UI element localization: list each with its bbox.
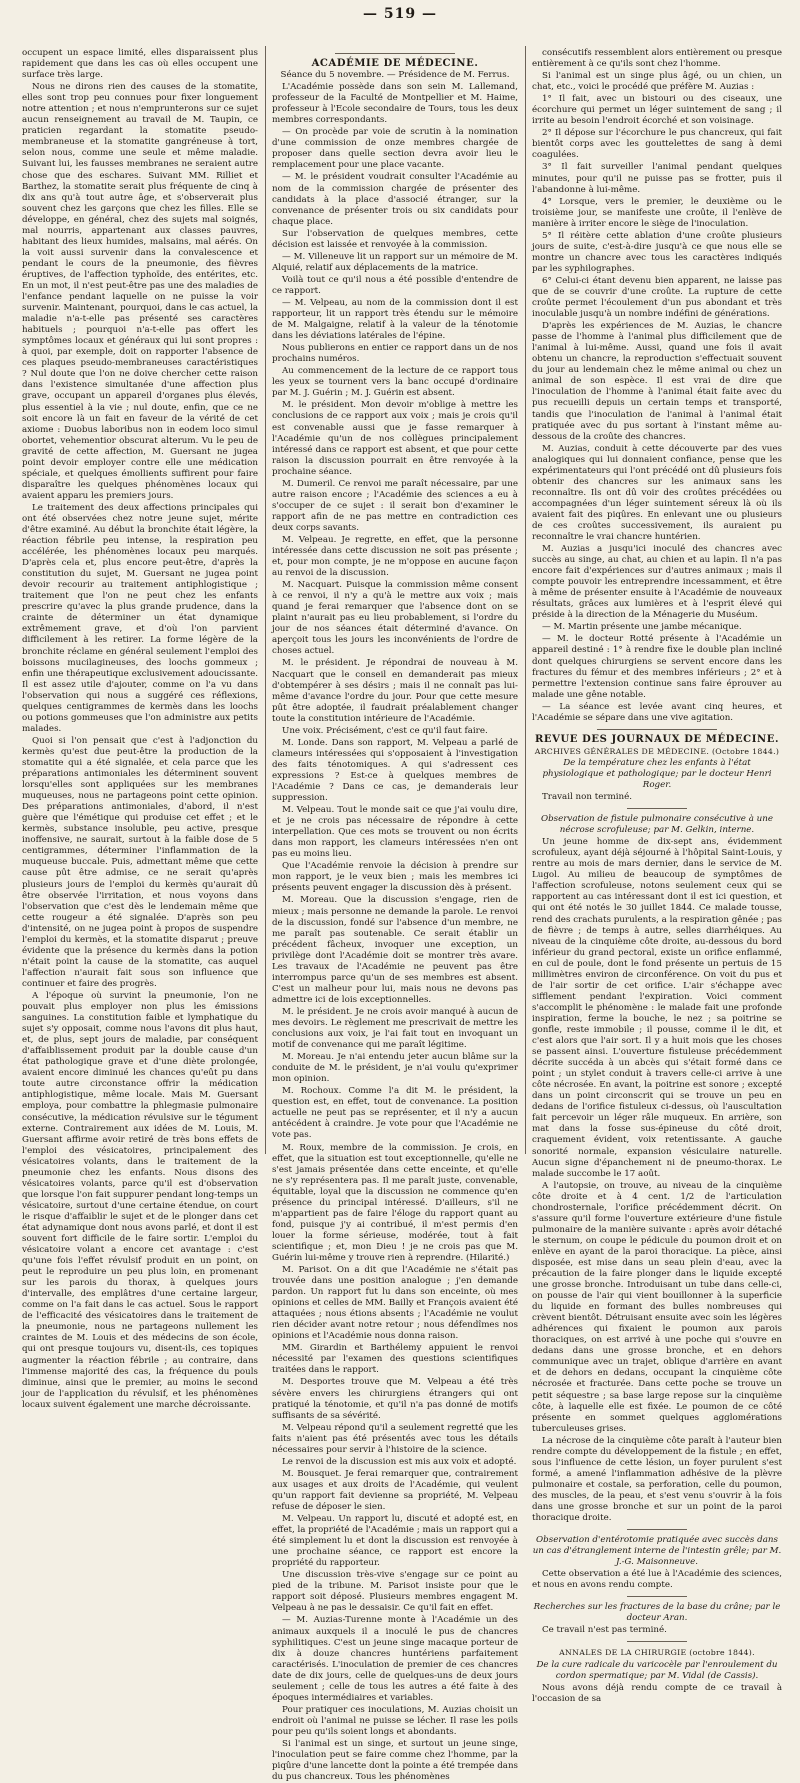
paragraph: 4° Lorsque, vers le premier, le deuxième ou le troisième jour, se manifeste une croûte, il l'enlève de manière à irriter encore le siège de l'inoculation. (532, 196, 782, 229)
paragraph: occupent un espace limité, elles disparaissent plus rapidement que dans les cas où elles occupent une surface très large. (22, 48, 258, 81)
article-note: Travail non terminé. (542, 792, 633, 803)
article-rule (627, 1596, 687, 1597)
paragraph: Si l'animal est un singe, et surtout un jeune singe, l'inoculation peut se faire comme chez l'homme, par la piqûre d'une lancette dont la pointe a été trempée dans du pus chancreux. Tous les phénomènes (272, 1738, 518, 1783)
column-right (532, 48, 782, 1704)
section-rule (335, 53, 455, 54)
paragraph: — M. Auzias-Turenne monte à l'Académie un des animaux auxquels il a inoculé le pus de chancres syphilitiques. C'est un jeune singe macaque porteur de dix à douze chancres huntériens parfaitement caractérisés. L'inoculation de premier de ces chancres date de dix jours, celle de quelques-uns de deux jours seulement ; celle de tous les autres a été faite à des époques intermédiaires et variables. (272, 1615, 518, 1703)
journal-heading: ARCHIVES GÉNÉRALES DE MÉDECINE. (Octobre 1844.) (534, 746, 780, 756)
section-title-revue: REVUE DES JOURNAUX DE MÉDECINE. (534, 733, 780, 745)
paragraph: MM. Girardin et Barthélemy appuient le renvoi nécessité par l'examen des questions scientifiques traitées dans le rapport. (272, 1343, 518, 1376)
paragraph: 2° Il dépose sur l'écorchure le pus chancreux, qui fait bientôt corps avec les gouttelettes de sang à demi coagulées. (532, 128, 782, 161)
fistula-observation (532, 837, 782, 1524)
paragraph: M. Moreau. Que la discussion s'engage, rien de mieux ; mais personne ne demande la parole. Le renvoi de la discussion, fondé sur l'absence d'un membre, ne me paraît pas soutenable. Ce serait établir un précédent fâcheux, invoquer une exception, un privilège dont l'Académie doit se montrer très avare. Les travaux de l'Académie ne peuvent pas être interrompus parce qu'un de ses membres est absent. C'est un malheur pour lui, mais nous ne devons pas admettre ici de lois exceptionnelles. (272, 895, 518, 1005)
column-divider-2 (525, 46, 526, 1154)
paragraph: M. Velpeau. Je regrette, en effet, que la personne intéressée dans cette discussion ne soit pas présente ; et, pour mon compte, je ne m'oppose en aucune façon au renvoi de la discussion. (272, 534, 518, 579)
paragraph: M. Auzias, conduit à cette découverte par des vues analogiques qui lui donnaient confiance, pense que les expérimentateurs qui l'ont précédé ont dû plusieurs fois obtenir des chancres sur les animaux sans les reconnaître. Ils ont dû voir des croûtes précédées ou accompagnées d'un léger suintement séreux là où ils avaient fait des piqûres. En enlevant une ou plusieurs de ces croûtes successivement, ils auraient pu reconnaître le vrai chancre huntérien. (532, 443, 782, 543)
paragraph: 6° Celui-ci étant devenu bien apparent, ne laisse pas que de se couvrir d'une croûte. La rupture de cette croûte permet l'écoulement d'un pus abondant et très inoculable jusqu'à un nombre indéfini de générations. (532, 275, 782, 320)
paragraph: Voilà tout ce qu'il nous a été possible d'entendre de ce rapport. (272, 274, 518, 296)
paragraph: M. le président. Mon devoir m'oblige à mettre les conclusions de ce rapport aux voix ; mais je crois qu'il est convenable aussi que je fasse remarquer à l'Académie qu'un de nos collègues principalement intéressé dans ce rapport est absent, et que pour cette raison la discussion pourrait en être renvoyée à la prochaine séance. (272, 400, 518, 477)
paragraph: M. le président. Je ne crois avoir manqué à aucun de mes devoirs. Le règlement me prescrivait de mettre les conclusions aux voix, je l'ai fait tout en invoquant un motif de convenance qui me paraît légitime. (272, 1006, 518, 1051)
article-title: De la cure radicale du varicocèle par l'enroulement du cordon spermatique; par M. Vidal (de Cassis). (536, 1659, 778, 1681)
paragraph: 1° Il fait, avec un bistouri ou des ciseaux, une écorchure qui permet un léger suintement de sang ; il irrite au besoin l'endroit écorché et son voisinage. (532, 94, 782, 127)
paragraph: M. Auzias a jusqu'ici inoculé des chancres avec succès au singe, au chat, au chien et au lapin. Il n'a pas encore fait d'expériences sur d'autres animaux ; mais il compte pouvoir les entreprendre incessamment, et être à même de présenter ensuite à l'Académie de nouveaux résultats, grâces aux lumières et à l'esprit élevé qui préside à la direction de la Ménagerie du Muséum. (532, 544, 782, 621)
page-number: — 519 — (363, 6, 437, 22)
column-divider-1 (265, 46, 266, 1154)
paragraph: M. Velpeau répond qu'il a seulement regretté que les faits n'aient pas été présentés avec tous les détails nécessaires pour servir à l'histoire de la science. (272, 1422, 518, 1455)
paragraph: M. le président. Je répondrai de nouveau à M. Nacquart que le conseil en demanderait pas mieux d'obtempérer à ses désirs ; mais il ne connaît pas lui-même d'avance l'ordre du jour. Pour que cette mesure pût être adoptée, il faudrait préalablement changer toute la constitution intérieure de l'Académie. (272, 658, 518, 724)
paragraph: — M. le docteur Rotté présente à l'Académie un appareil destiné : 1° à rendre fixe le double plan incliné dont quelques chirurgiens se servent encore dans les fractures du fémur et des membres inférieurs ; 2° et à permettre l'extension continue sans faire éprouver au malade une gêne notable. (532, 634, 782, 700)
article-title: Observation d'entérotomie pratiquée avec succès dans un cas d'étranglement interne de l'intestin grêle; par M. J.-G. Maisonneuve. (532, 1535, 782, 1568)
paragraph: M. Roux, membre de la commission. Je crois, en effet, que la situation est tout exceptionnelle, qu'elle ne s'est jamais présentée dans cette enceinte, et qu'elle ne s'y représentera pas. Il me paraît juste, convenable, équitable, loyal que la discussion ne commence qu'en présence du principal intéressé. D'ailleurs, s'il ne m'appartient pas de faire l'éloge du rapport quant au fond, puisque j'y ai contribué, il m'est permis d'en louer la forme sérieuse, modérée, tout à fait scientifique ; et, mon Dieu ! je ne crois pas que M. Guérin lui-même y trouve rien à reprendre. (Hilarité.) (272, 1142, 518, 1263)
paragraph: M. Moreau. Je n'ai entendu jeter aucun blâme sur la conduite de M. le président, je n'ai voulu qu'exprimer mon opinion. (272, 1052, 518, 1085)
paragraph: Pour pratiquer ces inoculations, M. Auzias choisit un endroit où l'animal ne puisse se lécher. Il rase les poils pour peu qu'ils soient longs et abondants. (272, 1704, 518, 1737)
paragraph: Une discussion très-vive s'engage sur ce point au pied de la tribune. M. Parisot insiste pour que le rapport soit déposé. Plusieurs membres engagent M. Velpeau à ne pas le dessaisir. Ce qu'il fait en effet. (272, 1570, 518, 1614)
paragraph: — M. le président voudrait consulter l'Académie au nom de la commission chargée de présenter des candidats à la place d'associé étranger, sur la convenance de présenter trois ou six candidats pour chaque place. (272, 172, 518, 227)
paragraph: M. Velpeau. Tout le monde sait ce que j'ai voulu dire, et je ne crois pas nécessaire de répondre à cette interpellation. Que ces mots se trouvent ou non écrits dans mon rapport, les clameurs intéressées n'en ont pas eu moins lieu. (272, 805, 518, 860)
paragraph: La nécrose de la cinquième côte paraît à l'auteur bien rendre compte du développement de la fistule ; en effet, sous l'influence de cette lésion, un foyer purulent s'est formé, a amené l'inflammation adhésive de la plèvre pulmonaire et costale, sa perforation, celle du poumon, des muscles, de la peau, et s'est venu s'ouvrir à la fois dans une grosse bronche et sur un point de la paroi thoracique droite. (532, 1435, 782, 1524)
article-title: Observation de fistule pulmonaire consécutive à une nécrose scrofuleuse; par M. Gelkin, interne. (541, 814, 773, 836)
paragraph: M. Velpeau. Un rapport lu, discuté et adopté est, en effet, la propriété de l'Académie ; mais un rapport qui a été simplement lu et dont la discussion est renvoyée à une prochaine séance, ce rapport est encore la propriété du rapporteur. (272, 1514, 518, 1569)
paragraph: Le traitement des deux affections principales qui ont été observées chez notre jeune sujet, mérite d'être examiné. Au début la bronchite était légère, la réaction fébrile peu intense, la respiration peu accélérée, les phénomènes locaux peu marqués. D'après cela et, plus encore peut-être, d'après la constitution du sujet, M. Guersant ne jugea point devoir recourir au traitement antiphlogistique ; traitement que l'on ne peut chez les enfants prescrire qu'avec la plus grande prudence, dans la crainte de déterminer un état dynamique extrêmement grave, et d'où l'on parvient difficilement à les retirer. La forme légère de la bronchite réclame en général seulement l'emploi des boissons mucilagineuses, des loochs gommeux ; enfin une thérapeutique exclusivement adoucissante. Il est assez utile d'ajouter, comme on l'a vu dans l'observation qui nous a suggéré ces réflexions, quelques centigrammes de kermès dans les loochs ou potions gommeuses que l'on administre aux petits malades. (22, 502, 258, 734)
paragraph: D'après les expériences de M. Auzias, le chancre passe de l'homme à l'animal plus difficilement que de l'animal à lui-même. Aussi, quand une fois il avait obtenu un chancre, la reproduction s'effectuait souvent du jour au lendemain chez le même animal ou chez un animal de son espèce. Il est vrai de dire que l'inoculation de l'homme à l'animal était faite avec du pus recueilli depuis un certain temps et transporté, tandis que l'inoculation de l'animal à l'animal était pratiquée avec du pus sortant à l'instant même au-dessous de la croûte des chancres. (532, 321, 782, 442)
paragraph: Si l'animal est un singe plus âgé, ou un chien, un chat, etc., voici le procédé que préfère M. Auzias : (532, 71, 782, 93)
paragraph: Le renvoi de la discussion est mis aux voix et adopté. (282, 1456, 517, 1467)
paragraph: A l'époque où survint la pneumonie, l'on ne pouvait plus employer non plus les émissions sanguines. La constitution faible et lymphatique du sujet s'y opposait, comme nous l'avons dit plus haut, et, de plus, sept jours de maladie, par conséquent d'affaiblissement produit par la double cause d'un état pathologique grave et d'une diète prolongée, avaient encore diminué les chances qu'eût pu dans toute autre circonstance offrir la médication antiphlogistique, même locale. Mais M. Guersant employa, pour combattre la phlegmasie pulmonaire consécutive, la médication révulsive sur le tégument externe. Contrairement aux idées de M. Louis, M. Guersant affirme avoir retiré de très bons effets de l'emploi des vésicatoires, principalement des vésicatoires volants, dans le traitement de la pneumonie chez les enfants. Nous disons des vésicatoires volants, parce qu'il est d'observation que lorsque l'on fait suppurer pendant long-temps un vésicatoire, surtout d'une certaine étendue, on court le risque d'affaiblir le sujet et de le plonger dans cet état adynamique dont nous avons parlé, et dont il est souvent fort difficile de le faire sortir. L'emploi du vésicatoire volant a encore cet avantage : c'est qu'une fois l'effet révulsif produit en un point, on peut le reproduire un peu plus loin, en promenant sur les parois du thorax, à quelques jours d'intervalle, des emplâtres d'une certaine largeur, comme on l'a fait dans le cas actuel. Sous le rapport de l'efficacité des vésicatoires dans le traitement de la pneumonie, nous ne partageons nullement les craintes de M. Louis et des médecins de son école, qui ont presque toujours vu, disent-ils, ces topiques augmenter la réaction fébrile ; au contraire, dans l'immense majorité des cas, la fréquence du pouls diminue, ainsi que le premier, au moins le second jour de l'application du révulsif, et les phénomènes locaux suivent également une marche décroissante. (22, 990, 258, 1410)
article-rule (627, 1641, 687, 1642)
section-rule (597, 729, 717, 730)
paragraph: A l'autopsie, on trouve, au niveau de la cinquième côte droite et à 4 cent. 1/2 de l'articulation chondrosternale, l'orifice précédemment décrit. On s'assure qu'il forme l'ouverture extérieure d'une fistule pulmonaire de la manière suivante : après avoir détaché le sternum, on coupe le pédicule du poumon droit et on enlève en ayant de la paroi thoracique. La pièce, ainsi disposée, est mise dans un seau plein d'eau, avec la précaution de la faire plonger dans le liquide excepté une grosse bronche. Introduisant un tube dans celle-ci, on pousse de l'air qui vient bouillonner à la superficie du liquide en formant des bulles nombreuses qui crèvent bientôt. Détruisant ensuite avec soin les légères adhérences qui fixaient le poumon aux parois thoraciques, on est arrivé à une poche qui s'ouvre en dedans dans une grosse bronche, et en dehors communique avec un trajet, oblique d'arrière en avant et de dehors en dedans, occupant la cinquième côte nécrosée et fracturée. Dans cette poche se trouve un petit séquestre ; sa base large repose sur la cinquième côte, à laquelle elle est fixée. Le poumon de ce côté présente en sommet quelques agglomérations tuberculeuses grises. (532, 1180, 782, 1434)
paragraph: Que l'Académie renvoie la décision à prendre sur mon rapport, je le veux bien ; mais les membres ici présents peuvent engager la discussion dès à présent. (272, 861, 518, 894)
paragraph: M. Bousquet. Je ferai remarquer que, contrairement aux usages et aux droits de l'Académie, qui veulent qu'un rapport fait devienne sa propriété, M. Velpeau refuse de déposer le sien. (272, 1468, 518, 1512)
paragraph: — On procède par voie de scrutin à la nomination d'une commission de onze membres chargée de proposer dans quelle section devra avoir lieu le remplacement pour une place vacante. (272, 127, 518, 171)
paragraph: — M. Velpeau, au nom de la commission dont il est rapporteur, lit un rapport très étendu sur le mémoire de M. Malgaigne, relatif à la valeur de la ténotomie dans les déviations latérales de l'épine. (272, 297, 518, 342)
paragraph: — La séance est levée avant cinq heures, et l'Académie se sépare dans une vive agitation. (532, 701, 782, 723)
paragraph: M. Rochoux. Comme l'a dit M. le président, la question est, en effet, tout de convenance. La position actuelle ne peut pas se représenter, et il n'y a aucun antécédent à craindre. Je vote pour que l'Académie ne vote pas. (272, 1086, 518, 1141)
article-note: Ce travail n'est pas terminé. (542, 1625, 667, 1636)
paragraph: — M. Martin présente une jambe mécanique. (542, 622, 742, 633)
paragraph: consécutifs ressemblent alors entièrement ou presque entièrement à ce qu'ils sont chez l'homme. (532, 48, 782, 70)
paragraph: Au commencement de la lecture de ce rapport tous les yeux se tournent vers la banc occupé d'ordinaire par M. J. Guérin ; M. J. Guérin est absent. (272, 366, 518, 399)
paragraph: Nous ne dirons rien des causes de la stomatite, elles sont trop peu connues pour fixer longuement notre attention ; et nous n'emprunterons sur ce sujet aucun renseignement au travail de M. Taupin, ce praticien regardant la stomatite pseudo-membraneuse et la stomatite gangréneuse à tort, selon nous, comme une seule et même maladie. Suivant lui, les fausses membranes ne seraient autre chose que des eschares. Suivant MM. Rilliet et Barthez, la stomatite serait plus fréquente de cinq à dix ans qu'à tout autre âge, et s'observerait plus souvent chez les garçons que chez les filles. Elle se développe, en général, chez des sujets mal soignés, mal nourris, appartenant aux classes pauvres, habitant des lieux humides, malsains, mal aérés. On la voit aussi survenir dans la convalescence et pendant le cours de la pneumonie, des fièvres éruptives, de l'affection typhoïde, des entérites, etc. En un mot, il n'est peut-être pas une des maladies de l'enfance pendant laquelle on ne puisse la voir survenir. Maintenant, pourquoi, dans le cas actuel, la maladie n'a-t-elle pas présenté ses caractères habituels ; pourquoi n'a-t-elle pas offert les symptômes locaux et généraux qui lui sont propres : à quoi, par exemple, doit on rapporter l'absence de ces plaques pseudo-membraneuses caractéristiques ? Nul doute que l'on ne doive chercher cette raison dans l'existence simultanée d'une affection plus grave, occupant un appareil d'organes plus élevés, plus essentiel à la vie ; nul doute, enfin, que ce ne soit encore là un fait en faveur de la vérité de cet axiome : Duobus laboribus non in eodem loco simul obortet, vehementior obscurat alterum. Vu le peu de gravité de cette affection, M. Guersant ne jugea point devoir employer contre elle une médication spéciale, et quelques émollients suffirent pour faire disparaître les quelques phénomènes locaux qui avaient apparu les premiers jours. (22, 82, 258, 501)
paragraph: Sur l'observation de quelques membres, cette décision est laissée et renvoyée à la commission. (272, 228, 518, 250)
column-middle (272, 48, 518, 1783)
article-title: Recherches sur les fractures de la base du crâne; par le docteur Aran. (533, 1602, 781, 1624)
paragraph: Un jeune homme de dix-sept ans, évidemment scrofuleux, ayant déjà séjourné à l'hôpital Saint-Louis, y rentre au mois de mars dernier, dans le service de M. Lugol. Au milieu de beaucoup de symptômes de l'affection scrofuleuse, notons seulement ceux qui se rapportent au cas intéressant dont il est ici question, et qui ont été notés le 30 juillet 1844. Ce malade tousse, rend des crachats purulents, a la respiration gênée ; pas de fièvre ; de temps à autre, selles diarrhéiques. Au niveau de la cinquième côte droite, au-dessous du bord inférieur du grand pectoral, existe un orifice enflammé, en cul de poule, dont le fond présente un pertuis de 15 millimètres environ de circonférence. On voit du pus et de l'air sortir de cet orifice. L'air s'échappe avec sifflement pendant l'expiration. Voici comment s'accomplit le phénomène : le malade fait une profonde inspiration, ferme la bouche, le nez ; sa poitrine se gonfle, reste immobile ; il pousse, comme il le dit, et c'est alors que l'air sort. Il y a huit mois que les choses se passent ainsi. L'ouverture fistuleuse précédemment décrite succéda à un abcès qui s'était formé dans ce point ; un stylet conduit à travers celle-ci arrive à une côte nécrosée. En avant, la poitrine est sonore ; excepté dans un point circonscrit qui se trouve un peu en dedans de l'orifice fistuleux ci-dessus, où l'auscultation fait percevoir un léger râle muqueux. En arrière, son mat dans la fosse sus-épineuse du côté droit, craquement évident, voix retentissante. A gauche sonorité normale, expansion vésiculaire naturelle. Aucun signe d'épanchement ni de pneumo-thorax. Le malade succombe le 17 août. (532, 837, 782, 1179)
paragraph: Nous avons déjà rendu compte de ce travail à l'occasion de sa (532, 1682, 782, 1704)
column-left (22, 48, 258, 1410)
article-rule (627, 1529, 687, 1530)
article-note: Cette observation a été lue à l'Académie des sciences, et nous en avons rendu compte. (532, 1569, 782, 1591)
article-title: De la température chez les enfants à l'état physiologique et pathologique; par le docteur Henri Roger. (542, 757, 772, 790)
paragraph: L'Académie possède dans son sein M. Lallemand, professeur de la Faculté de Montpellier et M. Haime, professeur à l'Ecole secondaire de Tours, tous les deux membres correspondants. (272, 82, 518, 126)
paragraph: 5° Il réitère cette ablation d'une croûte plusieurs jours de suite, c'est-à-dire jusqu'à ce que nous elle se montre un chancre avec tous les caractères indiqués par les syphilographes. (532, 230, 782, 274)
paragraph: M. Dumeril. Ce renvoi me paraît nécessaire, par une autre raison encore ; l'Académie des sciences a eu à s'occuper de ce sujet : il serait bon d'examiner le rapport afin de ne pas mettre en contradiction ces deux corps savants. (272, 478, 518, 533)
paragraph: M. Parisot. On a dit que l'Académie ne s'était pas trouvée dans une position analogue ; j'en demande pardon. Un rapport fut lu dans son enceinte, où mes opinions et celles de MM. Bailly et François avaient été attaquées ; nous étions absents ; l'Académie ne voulut rien décider avant notre retour ; nous défendîmes nos opinions et l'Académie nous donna raison. (272, 1265, 518, 1342)
paragraph: Une voix. Précisément, c'est ce qu'il faut faire. (282, 725, 488, 736)
academie-report (272, 82, 518, 1783)
section-title-academie: ACADÉMIE DE MÉDECINE. (311, 58, 479, 69)
paragraph: M. Desportes trouve que M. Velpeau a été très sévère envers les chirurgiens étrangers qui ont pratiqué la ténotomie, et qu'il n'a pas donné de motifs suffisants de sa sévérité. (272, 1377, 518, 1421)
article-rule (627, 808, 687, 809)
journal-heading: ANNALES DE LA CHIRURGIE (octobre 1844). (559, 1648, 755, 1658)
academie-report-continued (532, 48, 782, 724)
paragraph: Nous publierons en entier ce rapport dans un de nos prochains numéros. (272, 343, 518, 365)
paragraph: 3° Il fait surveiller l'animal pendant quelques minutes, pour qu'il ne puisse pas se frotter, puis il l'abandonne à lui-même. (532, 162, 782, 195)
paragraph: M. Nacquart. Puisque la commission même consent à ce renvoi, il n'y a qu'à le mettre aux voix ; mais quand je ferai remarquer que l'absence dont on se plaint n'aurait pas eu lieu probablement, si l'ordre du jour de nos séances était déterminé d'avance. On aperçoit tous les jours les inconvénients de l'ordre de choses actuel. (272, 580, 518, 657)
paragraph: — M. Villeneuve lit un rapport sur un mémoire de M. Alquié, relatif aux déplacements de la matrice. (272, 251, 518, 273)
session-line: Séance du 5 novembre. — Présidence de M. Ferrus. (280, 70, 510, 81)
paragraph: M. Londe. Dans son rapport, M. Velpeau a parlé de clameurs intéressées qui s'opposaient à l'investigation des faits ténotomiques. A qui s'adressent ces expressions ? Est-ce à quelques membres de l'Académie ? Dans ce cas, je demanderais leur suppression. (272, 737, 518, 804)
paragraph: Quoi si l'on pensait que c'est à l'adjonction du kermès qu'est due peut-être la production de la stomatite qui a été signalée, et cela parce que les préparations antimoniales les déterminent souvent lorsqu'elles sont appliquées sur les membranes muqueuses, nous ne partageons point cette opinion. Des préparations antimoniales, d'abord, il n'est guère que l'émétique qui produise cet effet ; et le kermès, substance insoluble, peu active, presque inoffensive, ne saurait, surtout à la faible dose de 5 centigrammes, déterminer l'inflammation de la muqueuse buccale. Puis, admettant même que cette cause pût être admise, ce ne serait qu'après plusieurs jours de l'emploi du kermès qu'aurait dû être observée l'irritation, et nous voyons dans l'observation que c'est dès le lendemain même que cette rougeur a été signalée. D'après son peu d'intensité, on ne jugea point à propos de suspendre l'emploi du kermès, et la stomatite disparut ; preuve évidente que la présence du kermès dans la potion n'était point la cause de la stomatite, cas auquel l'affection n'aurait fait sous son influence que continuer et faire des progrès. (22, 735, 258, 989)
